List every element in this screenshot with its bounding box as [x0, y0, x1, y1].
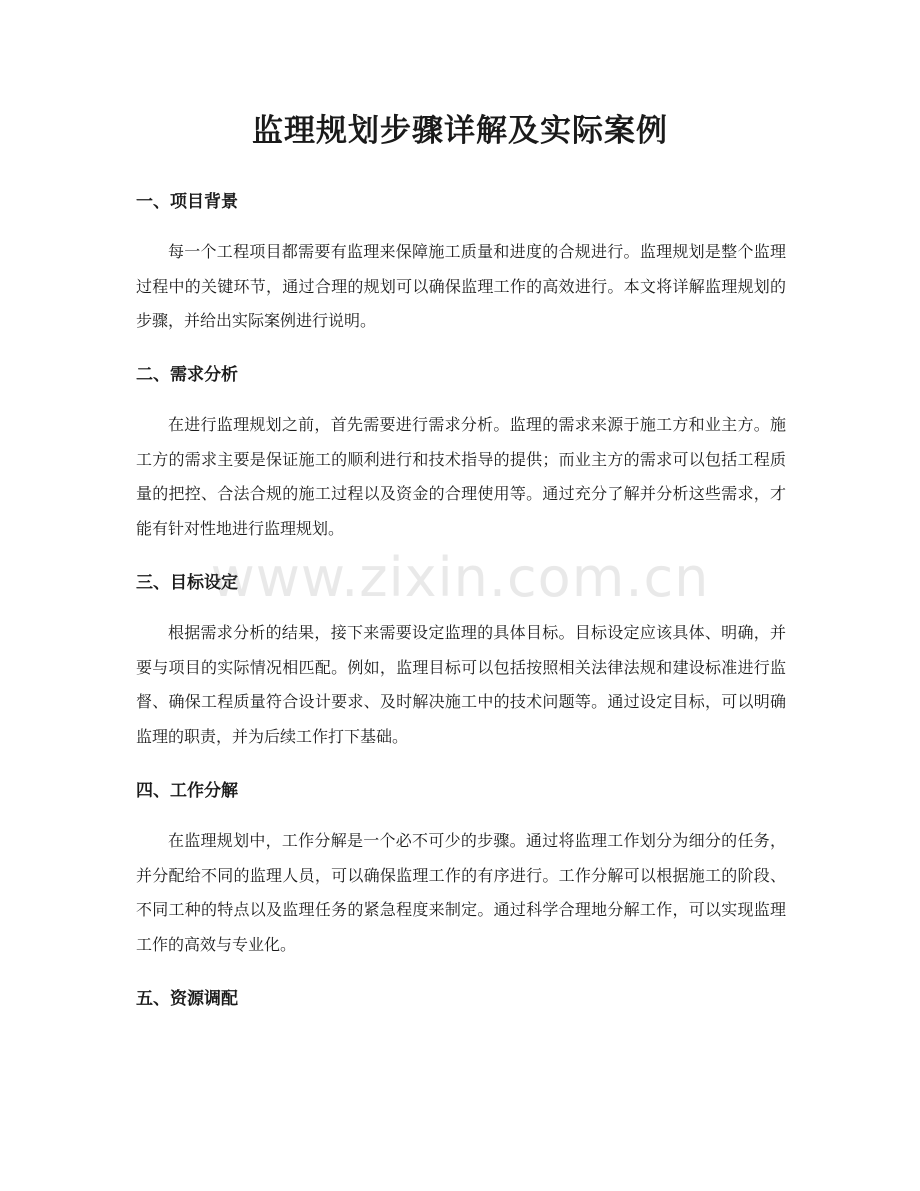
section-project-background	[136, 190, 786, 339]
section-heading: 四、工作分解	[136, 781, 238, 801]
section-work-breakdown	[136, 779, 786, 962]
section-paragraph: 在进行监理规划之前，首先需要进行需求分析。监理的需求来源于施工方和业主方。施工方的需求主要是保证施工的顺利进行和技术指导的提供；而业主方的需求可以包括工程质量的把控、合法合规的施工过程以及资金的合理使用等。通过充分了解并分析这些需求，才能有针对性地进行监理规划。	[136, 415, 786, 538]
section-requirements-analysis	[136, 363, 786, 546]
section-resource-allocation	[136, 987, 786, 1011]
section-heading: 一、项目背景	[136, 192, 238, 212]
watermark-text: www.zixin.com.cn	[210, 546, 710, 609]
section-heading: 三、目标设定	[136, 573, 238, 593]
section-goal-setting	[136, 571, 786, 754]
section-paragraph: 根据需求分析的结果，接下来需要设定监理的具体目标。目标设定应该具体、明确，并要与项目的实际情况相匹配。例如，监理目标可以包括按照相关法律法规和建设标准进行监督、确保工程质量符合设计要求、及时解决施工中的技术问题等。通过设定目标，可以明确监理的职责，并为后续工作打下基础。	[136, 623, 786, 746]
section-heading: 五、资源调配	[136, 989, 238, 1009]
document-title: 监理规划步骤详解及实际案例	[252, 113, 668, 149]
section-paragraph: 在监理规划中，工作分解是一个必不可少的步骤。通过将监理工作划分为细分的任务，并分配给不同的监理人员，可以确保监理工作的有序进行。工作分解可以根据施工的阶段、不同工种的特点以及监理任务的紧急程度来制定。通过科学合理地分解工作，可以实现监理工作的高效与专业化。	[136, 831, 786, 954]
section-heading: 二、需求分析	[136, 365, 238, 385]
section-paragraph: 每一个工程项目都需要有监理来保障施工质量和进度的合规进行。监理规划是整个监理过程中的关键环节，通过合理的规划可以确保监理工作的高效进行。本文将详解监理规划的步骤，并给出实际案例进行说明。	[136, 242, 786, 330]
